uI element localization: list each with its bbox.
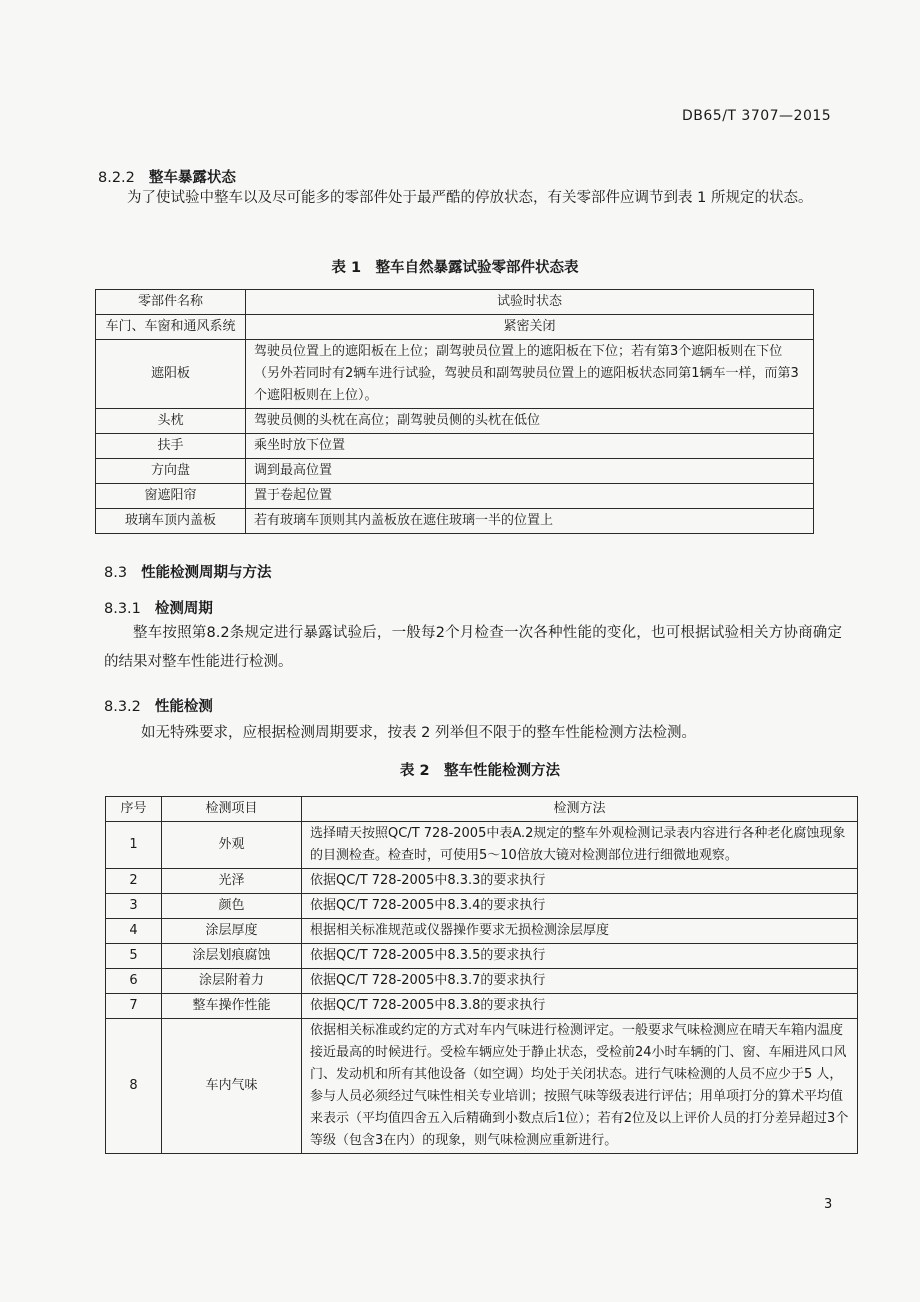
table2-no-cell: 2: [106, 869, 162, 894]
table2-item-cell: 颜色: [162, 894, 302, 919]
table2-header-item: 检测项目: [162, 797, 302, 822]
table2-header-no: 序号: [106, 797, 162, 822]
table2-caption: 表 2 整车性能检测方法: [399, 763, 561, 779]
table2: [105, 796, 858, 1154]
table1-header-part: 零部件名称: [96, 290, 246, 315]
table2-method-cell: 选择晴天按照QC/T 728-2005中表A.2规定的整车外观检测记录表内容进行各种老化腐蚀现象的目测检查。检查时，可使用5～10倍放大镜对检测部位进行细微地观察。: [302, 822, 858, 869]
table1-part-cell: 玻璃车顶内盖板: [96, 509, 246, 534]
table2-no-cell: 4: [106, 919, 162, 944]
table1-part-cell: 头枕: [96, 409, 246, 434]
table2-item-cell: 整车操作性能: [162, 994, 302, 1019]
table2-method-cell: 依据QC/T 728-2005中8.3.3的要求执行: [302, 869, 858, 894]
section-heading-8-3-1: [104, 597, 213, 618]
paragraph-8-3-2: 如无特殊要求，应根据检测周期要求，按表 2 列举但不限于的整车性能检测方法检测。: [141, 725, 696, 741]
table2-method-cell: 依据QC/T 728-2005中8.3.4的要求执行: [302, 894, 858, 919]
table1-state-cell: 若有玻璃车顶则其内盖板放在遮住玻璃一半的位置上: [246, 509, 814, 534]
table2-method-cell: 依据相关标准或约定的方式对车内气味进行检测评定。一般要求气味检测应在晴天车箱内温度接近最高的时候进行。受检车辆应处于静止状态，受检前24小时车辆的门、窗、车厢进风口风门、发动机和所有其他设备（如空调）均处于关闭状态。进行气味检测的人员不应少于5 人，参与人员必须经过气味性相关专业培训；按照气味等级表进行评估；用单项打分的算术平均值来表示（平均值四舍五入后精确到小数点后1位）；若有2位及以上评价人员的打分差异超过3个等级（包含3在内）的现象，则气味检测应重新进行。: [302, 1019, 858, 1154]
table1-part-cell: 方向盘: [96, 459, 246, 484]
section-heading-8-3-2: [104, 695, 213, 716]
table-row: [96, 409, 814, 434]
section-title: 性能检测周期与方法: [141, 565, 272, 581]
table1-part-cell: 车门、车窗和通风系统: [96, 315, 246, 340]
table1-caption: 表 1 整车自然暴露试验零部件状态表: [331, 260, 579, 276]
table1-header-state: 试验时状态: [246, 290, 814, 315]
section-heading-8-3: [104, 561, 272, 582]
table-row: [96, 434, 814, 459]
table-row: [96, 315, 814, 340]
table2-no-cell: 6: [106, 969, 162, 994]
table2-item-cell: 车内气味: [162, 1019, 302, 1154]
section-title: 性能检测: [154, 699, 213, 715]
table-row: [96, 459, 814, 484]
table-row: [106, 919, 858, 944]
paragraph-8-3-1: 整车按照第8.2条规定进行暴露试验后，一般每2个月检查一次各种性能的变化，也可根据试验相关方协商确定的结果对整车性能进行检测。: [104, 625, 842, 670]
table-row: [106, 894, 858, 919]
table2-no-cell: 3: [106, 894, 162, 919]
table-row: [106, 994, 858, 1019]
table1: [95, 289, 814, 534]
table-row: [106, 969, 858, 994]
section-number: 8.3.2: [104, 699, 141, 715]
table2-no-cell: 8: [106, 1019, 162, 1154]
table2-no-cell: 1: [106, 822, 162, 869]
table1-header-row: [96, 290, 814, 315]
table2-item-cell: 光泽: [162, 869, 302, 894]
table1-state-cell: 乘坐时放下位置: [246, 434, 814, 459]
paragraph-8-2-2: 为了使试验中整车以及尽可能多的零部件处于最严酷的停放状态，有关零部件应调节到表 1 所规定的状态。: [127, 190, 813, 206]
table2-method-cell: 依据QC/T 728-2005中8.3.8的要求执行: [302, 994, 858, 1019]
section-title: 检测周期: [154, 601, 213, 617]
document-id: DB65/T 3707—2015: [682, 108, 832, 124]
table1-state-cell: 紧密关闭: [246, 315, 814, 340]
table-row: [96, 340, 814, 409]
table1-state-cell: 驾驶员位置上的遮阳板在上位；副驾驶员位置上的遮阳板在下位；若有第3个遮阳板则在下位（另外若同时有2辆车进行试验，驾驶员和副驾驶员位置上的遮阳板状态同第1辆车一样，而第3个遮阳板则在上位）。: [246, 340, 814, 409]
table-row: [106, 1019, 858, 1154]
table2-item-cell: 涂层划痕腐蚀: [162, 944, 302, 969]
section-number: 8.2.2: [98, 170, 135, 186]
table2-item-cell: 涂层厚度: [162, 919, 302, 944]
table2-method-cell: 根据相关标准规范或仪器操作要求无损检测涂层厚度: [302, 919, 858, 944]
table2-method-cell: 依据QC/T 728-2005中8.3.5的要求执行: [302, 944, 858, 969]
table1-part-cell: 窗遮阳帘: [96, 484, 246, 509]
table-row: [96, 484, 814, 509]
table2-method-cell: 依据QC/T 728-2005中8.3.7的要求执行: [302, 969, 858, 994]
table1-state-cell: 置于卷起位置: [246, 484, 814, 509]
table2-header-row: [106, 797, 858, 822]
table2-no-cell: 7: [106, 994, 162, 1019]
table-row: [96, 509, 814, 534]
table1-state-cell: 调到最高位置: [246, 459, 814, 484]
table2-item-cell: 外观: [162, 822, 302, 869]
table1-state-cell: 驾驶员侧的头枕在高位；副驾驶员侧的头枕在低位: [246, 409, 814, 434]
table1-part-cell: 扶手: [96, 434, 246, 459]
section-number: 8.3: [104, 565, 128, 581]
table2-no-cell: 5: [106, 944, 162, 969]
table2-header-method: 检测方法: [302, 797, 858, 822]
section-number: 8.3.1: [104, 601, 141, 617]
table-row: [106, 822, 858, 869]
section-title: 整车暴露状态: [148, 170, 236, 186]
table-row: [106, 869, 858, 894]
table-row: [106, 944, 858, 969]
table2-item-cell: 涂层附着力: [162, 969, 302, 994]
page-number: 3: [824, 1197, 833, 1212]
table1-part-cell: 遮阳板: [96, 340, 246, 409]
